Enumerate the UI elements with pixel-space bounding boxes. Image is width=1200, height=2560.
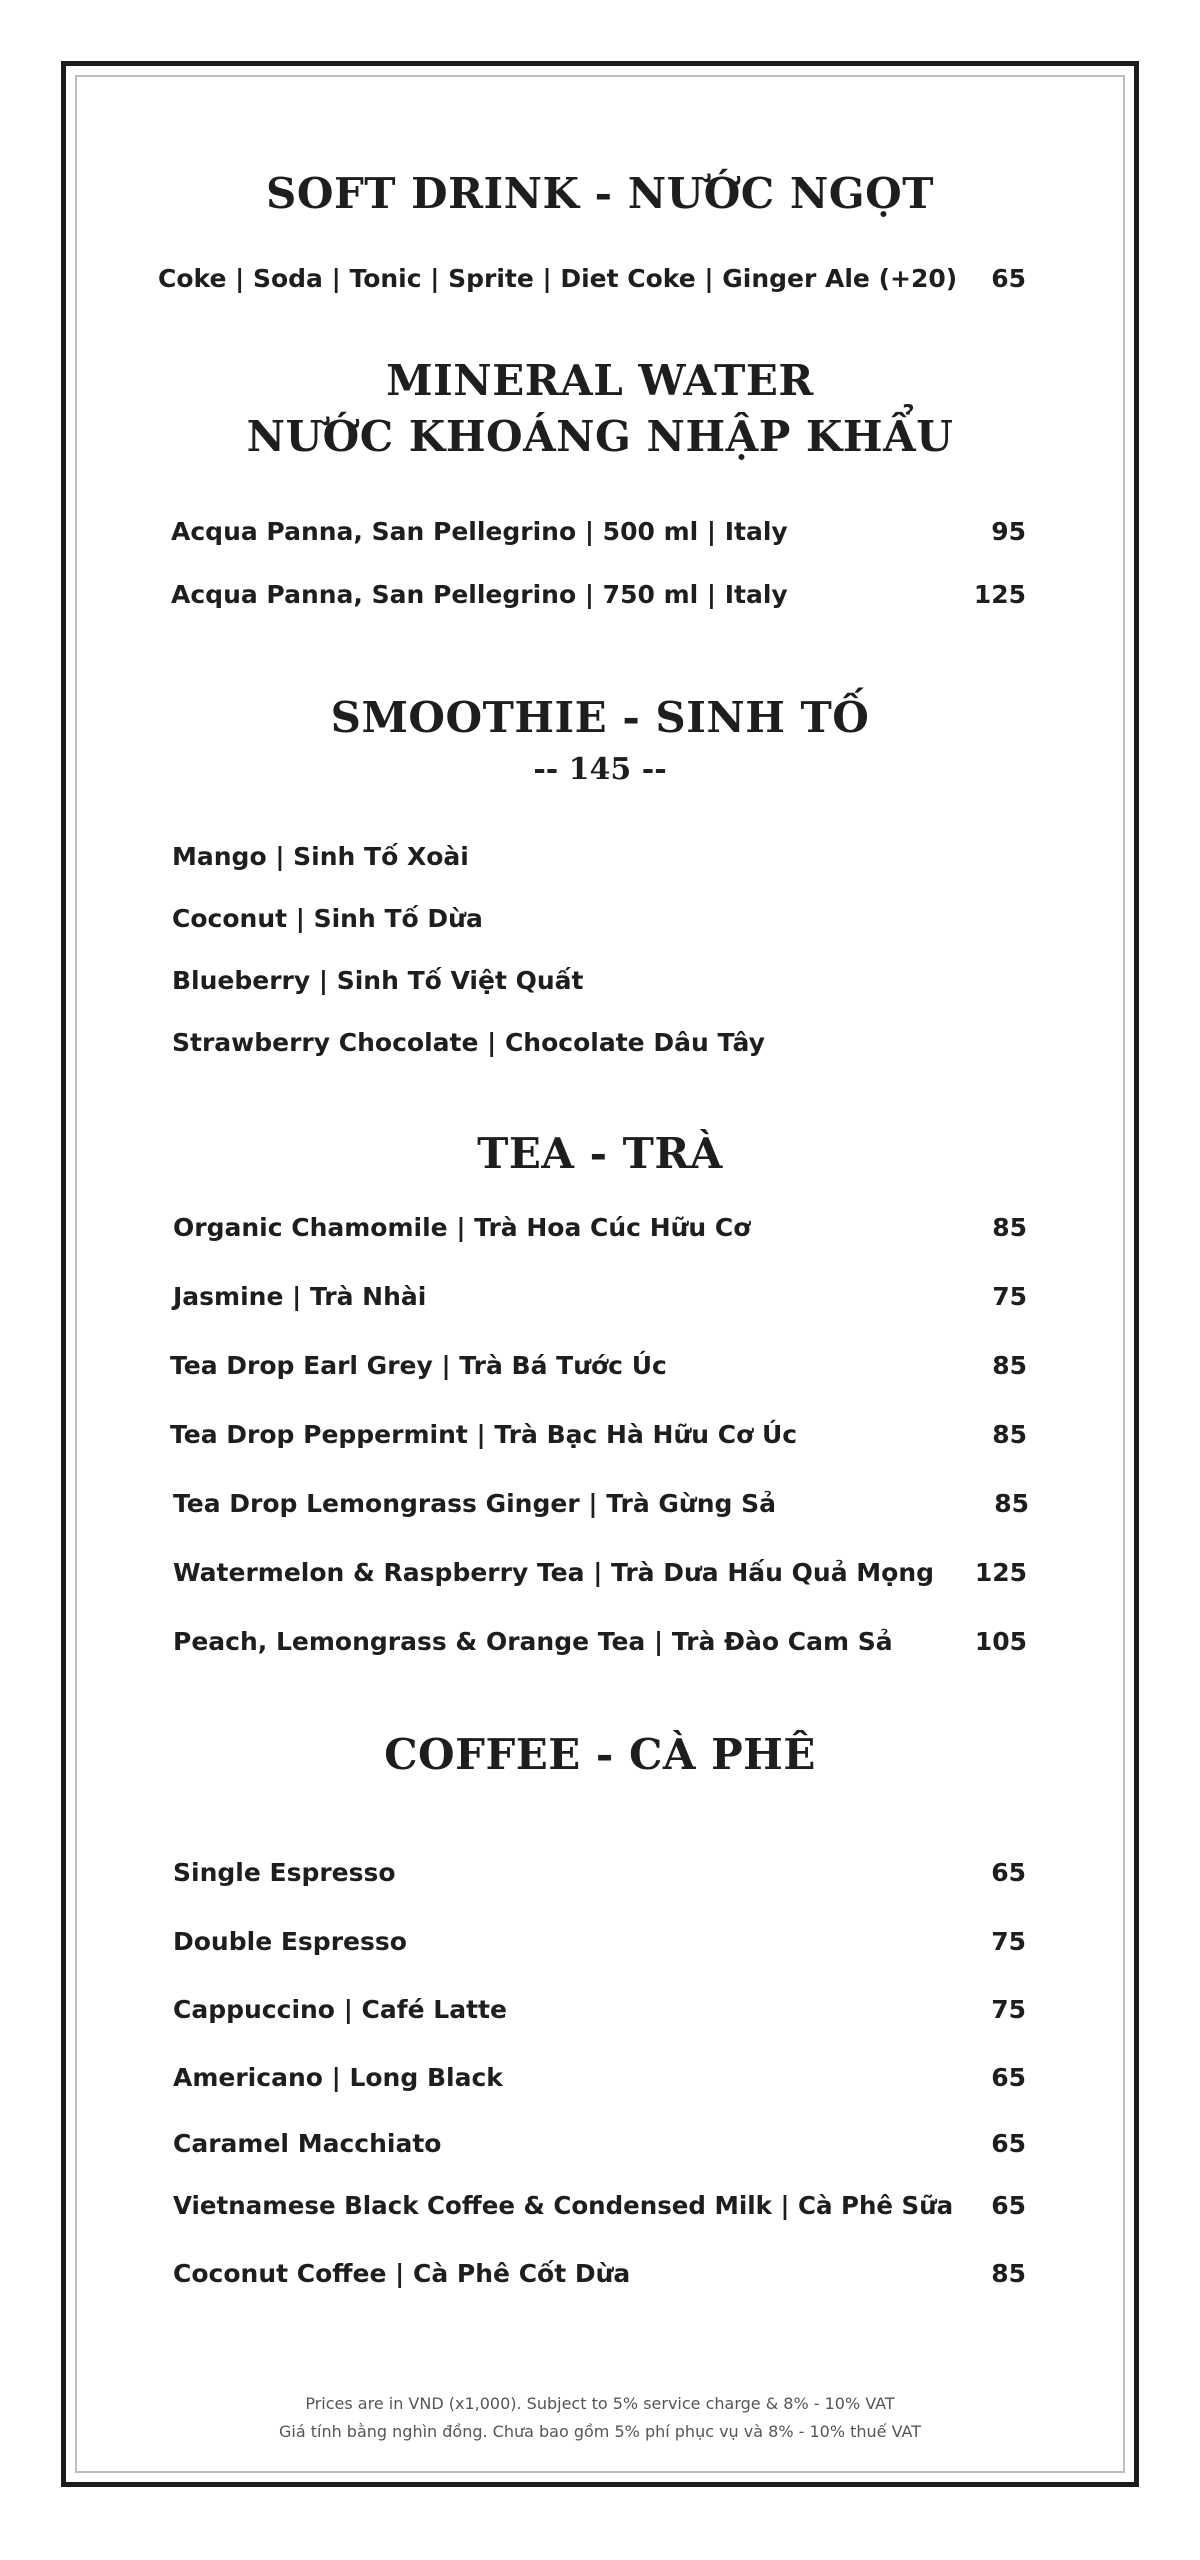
item-name: Acqua Panna, San Pellegrino | 750 ml | Italy	[171, 580, 788, 609]
item-name: Organic Chamomile | Trà Hoa Cúc Hữu Cơ	[173, 1213, 751, 1242]
footer-note-vietnamese: Giá tính bằng nghìn đồng. Chưa bao gồm 5% phí phục vụ và 8% - 10% thuế VAT	[278, 2422, 921, 2441]
item-price: 85	[992, 1351, 1027, 1380]
item-price: 85	[991, 2259, 1026, 2288]
smoothie-price-note: -- 145 --	[533, 752, 667, 787]
item-name: Tea Drop Lemongrass Ginger | Trà Gừng Sả	[173, 1489, 776, 1518]
item-price: 85	[994, 1489, 1029, 1518]
tea-heading: TEA - TRÀ	[477, 1129, 723, 1178]
item-name: Double Espresso	[173, 1927, 407, 1956]
item-name: Jasmine | Trà Nhài	[173, 1282, 427, 1311]
item-name: Strawberry Chocolate | Chocolate Dâu Tây	[172, 1028, 765, 1057]
mineral-water-heading-vn: NƯỚC KHOÁNG NHẬP KHẨU	[246, 412, 954, 461]
item-name: Coconut | Sinh Tố Dừa	[172, 904, 483, 933]
item-name: Cappuccino | Café Latte	[173, 1995, 507, 2024]
item-name: Coconut Coffee | Cà Phê Cốt Dừa	[173, 2259, 631, 2288]
soft-drink-heading: SOFT DRINK - NƯỚC NGỌT	[266, 169, 934, 218]
item-name: Caramel Macchiato	[173, 2129, 442, 2158]
item-price: 75	[991, 1927, 1026, 1956]
item-price: 85	[992, 1420, 1027, 1449]
item-name: Single Espresso	[173, 1858, 396, 1887]
coffee-heading: COFFEE - CÀ PHÊ	[384, 1730, 816, 1779]
item-price: 65	[991, 264, 1026, 293]
item-name: Vietnamese Black Coffee & Condensed Milk | Cà Phê Sữa	[173, 2191, 954, 2220]
item-price: 75	[991, 1995, 1026, 2024]
item-price: 65	[991, 2129, 1026, 2158]
item-name: Tea Drop Earl Grey | Trà Bá Tước Úc	[170, 1351, 667, 1380]
item-price: 65	[991, 1858, 1026, 1887]
item-name: Blueberry | Sinh Tố Việt Quất	[172, 966, 584, 995]
item-name: Americano | Long Black	[173, 2063, 503, 2092]
mineral-water-heading: MINERAL WATER	[386, 356, 814, 405]
footer-note-english: Prices are in VND (x1,000). Subject to 5% service charge & 8% - 10% VAT	[305, 2394, 895, 2413]
item-price: 85	[992, 1213, 1027, 1242]
item-name: Peach, Lemongrass & Orange Tea | Trà Đào Cam Sả	[173, 1627, 893, 1656]
item-price: 125	[974, 1558, 1027, 1587]
item-name: Acqua Panna, San Pellegrino | 500 ml | Italy	[171, 517, 788, 546]
item-price: 75	[992, 1282, 1027, 1311]
item-name: Mango | Sinh Tố Xoài	[172, 842, 469, 871]
item-price: 65	[991, 2063, 1026, 2092]
item-price: 105	[974, 1627, 1027, 1656]
item-price: 95	[991, 517, 1026, 546]
item-name: Coke | Soda | Tonic | Sprite | Diet Coke | Ginger Ale (+20)	[158, 264, 958, 293]
item-name: Watermelon & Raspberry Tea | Trà Dưa Hấu Quả Mọng	[173, 1558, 935, 1587]
item-name: Tea Drop Peppermint | Trà Bạc Hà Hữu Cơ Úc	[170, 1420, 798, 1449]
smoothie-heading: SMOOTHIE - SINH TỐ	[330, 693, 870, 742]
item-price: 65	[991, 2191, 1026, 2220]
item-price: 125	[973, 580, 1026, 609]
